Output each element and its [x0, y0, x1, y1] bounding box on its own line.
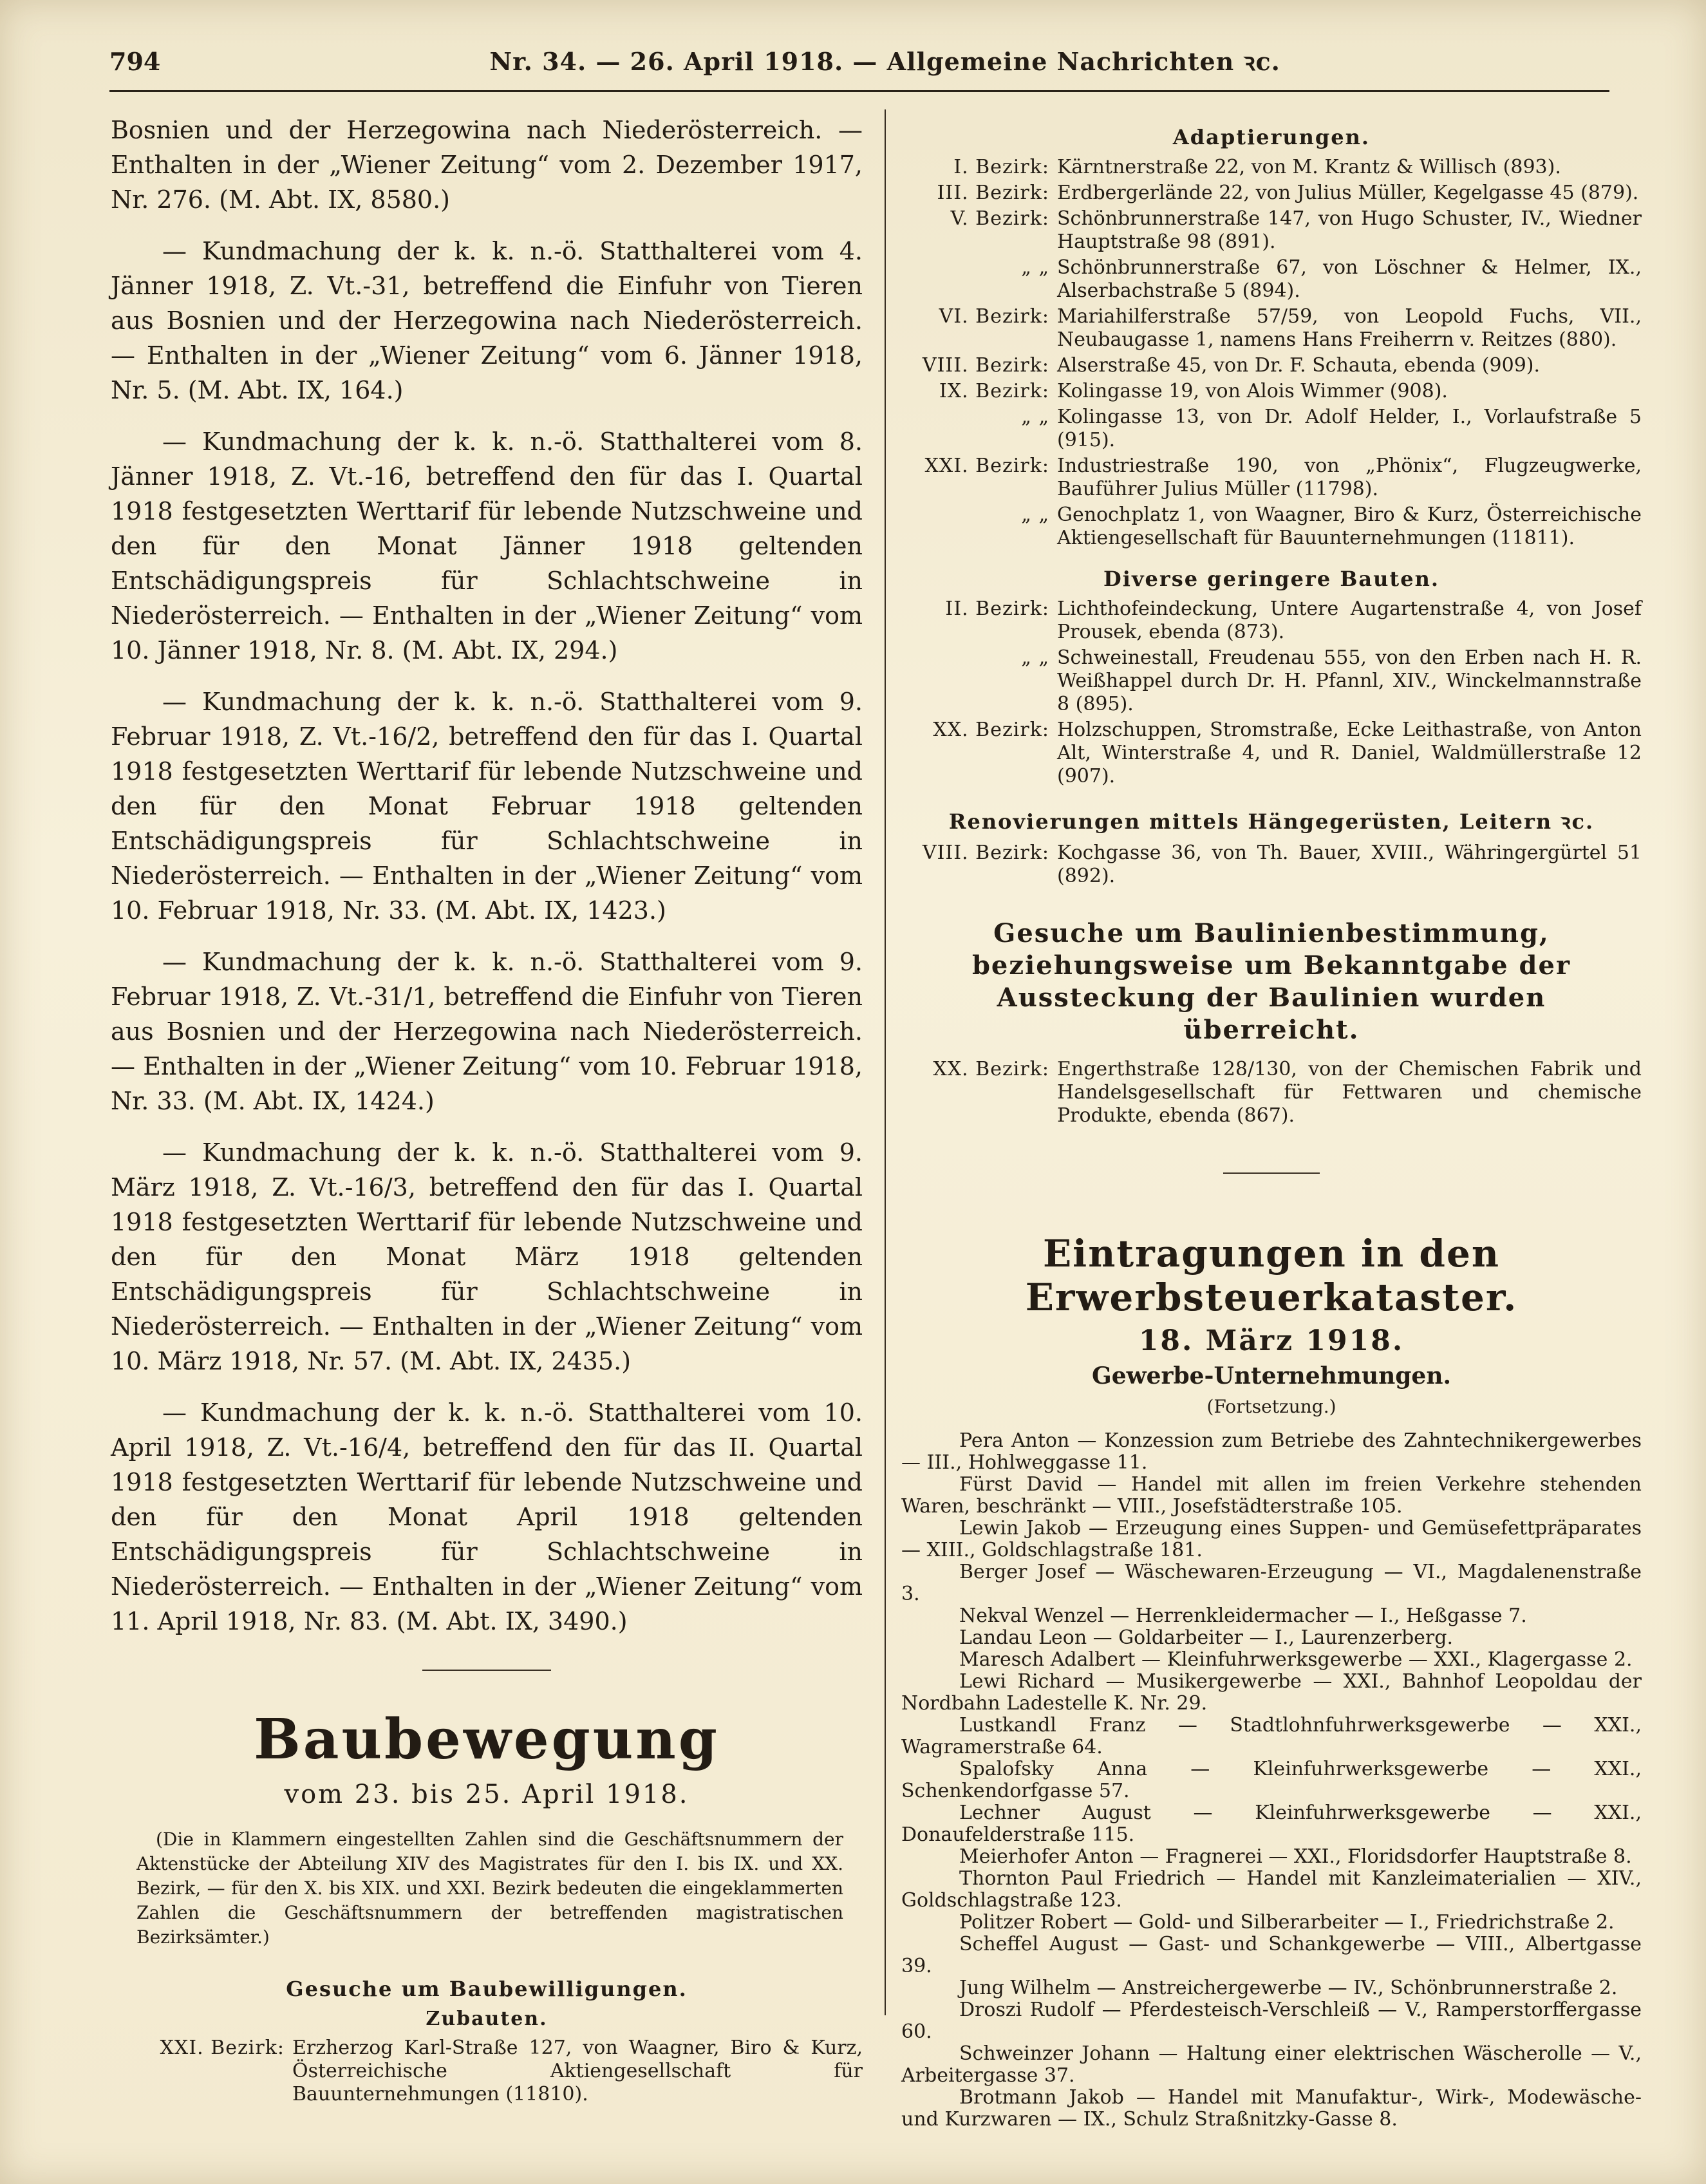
district-label: II. Bezirk:	[945, 598, 1049, 620]
district-label: VIII. Bezirk:	[922, 842, 1049, 864]
district-label: VIII. Bezirk:	[922, 354, 1049, 377]
list-item: Nekval Wenzel — Herrenkleidermacher — I., Heßgasse 7.	[959, 1605, 1527, 1627]
section-separator	[422, 1670, 551, 1671]
eintragungen-title: Eintragungen in den Erwerbsteuerkataster.	[1025, 1232, 1518, 1319]
list-item: Brotmann Jakob — Handel mit Manufaktur-, Wirk-, Modewäsche- und Kurzwaren — IX., Schulz Straßnitzky-Gasse 8.	[901, 2086, 1642, 2131]
list-item: Landau Leon — Goldarbeiter — I., Laurenzerberg.	[959, 1626, 1453, 1649]
list-item: Lewi Richard — Musikergewerbe — XXI., Bahnhof Leopoldau der Nordbahn Ladestelle K. Nr. 29.	[901, 1670, 1642, 1715]
paragraph: — Kundmachung der k. k. n.-ö. Statthalterei vom 9. Februar 1918, Z. Vt.-16/2, betreffend den für das I. Quartal 1918 festgesetzten Werttarif für lebende Nutzschweine und den für den Monat Februar 1918 geltenden Entschädigungspreis für Schlachtschweine in Niederösterreich. — Enthalten in der „Wiener Zeitung“ vom 10. Februar 1918, Nr. 33. (M. Abt. IX, 1423.)	[111, 688, 863, 925]
building-entry	[111, 2037, 863, 2106]
entry-text: Erdbergerlände 22, von Julius Müller, Kegelgasse 45 (879).	[1057, 182, 1639, 204]
list-item: Berger Josef — Wäschewaren-Erzeugung — VI., Magdalenenstraße 3.	[901, 1561, 1642, 1605]
building-entry	[901, 1058, 1642, 1127]
list-item: Maresch Adalbert — Kleinfuhrwerksgewerbe — XXI., Klagergasse 2.	[959, 1648, 1633, 1671]
building-entry	[901, 207, 1642, 254]
district-label: „ „	[1021, 504, 1049, 526]
list-item: Fürst David — Handel mit allen im freien Verkehre stehenden Waren, beschränkt — VIII., Josefstädterstraße 105.	[901, 1473, 1642, 1518]
entry-text: Kochgasse 36, von Th. Bauer, XVIII., Währingergürtel 51 (892).	[1057, 842, 1642, 887]
list-item: Politzer Robert — Gold- und Silberarbeiter — I., Friedrichstraße 2.	[959, 1911, 1615, 1934]
list-item: Schweinzer Johann — Haltung einer elektrischen Wäscherolle — V., Arbeitergasse 37.	[901, 2042, 1642, 2087]
building-entry	[901, 719, 1642, 788]
list-item: Lustkandl Franz — Stadtlohnfuhrwerksgewerbe — XXI., Wagramerstraße 64.	[901, 1714, 1642, 1758]
entry-text: Erzherzog Karl-Straße 127, von Waagner, Biro & Kurz, Österreichische Aktiengesellschaft für Bauunternehmungen (11810).	[292, 2037, 863, 2105]
entry-text: Kolingasse 19, von Alois Wimmer (908).	[1057, 380, 1448, 402]
section-title-baulinien: Gesuche um Baulinienbestimmung, beziehungsweise um Bekanntgabe der Aussteckung der Baulinien wurden überreicht.	[971, 918, 1571, 1045]
list-item: Thornton Paul Friedrich — Handel mit Kanzleimaterialien — XIV., Goldschlagstraße 123.	[901, 1867, 1642, 1912]
district-label: XXI. Bezirk:	[160, 2037, 285, 2059]
paragraph: Bosnien und der Herzegowina nach Niederösterreich. — Enthalten in der „Wiener Zeitung“ vom 2. Dezember 1917, Nr. 276. (M. Abt. IX, 8580.)	[111, 116, 863, 214]
list-item: Scheffel August — Gast- und Schankgewerbe — VIII., Albertgasse 39.	[901, 1933, 1642, 1977]
building-entry	[901, 646, 1642, 716]
entry-text: Genochplatz 1, von Waagner, Biro & Kurz, Österreichische Aktiengesellschaft für Bauunternehmungen (11811).	[1057, 504, 1642, 549]
entry-text: Mariahilferstraße 57/59, von Leopold Fuchs, VII., Neubaugasse 1, namens Hans Freiherrn v. Reitzes (880).	[1057, 305, 1642, 351]
building-entry	[901, 504, 1642, 550]
list-item: Lechner August — Kleinfuhrwerksgewerbe — XXI., Donaufelderstraße 115.	[901, 1802, 1642, 1846]
district-label: „ „	[1021, 256, 1049, 279]
entry-text: Schönbrunnerstraße 147, von Hugo Schuster, IV., Wiedner Hauptstraße 98 (891).	[1057, 207, 1642, 253]
list-item: Droszi Rudolf — Pferdesteisch-Verschleiß — V., Ramperstorffergasse 60.	[901, 1999, 1642, 2043]
district-label: XX. Bezirk:	[933, 719, 1049, 741]
right-column	[901, 116, 1642, 2131]
section-title-renovierungen: Renovierungen mittels Hängegerüsten, Leitern ꝛc.	[948, 809, 1595, 834]
baubewegung-subtitle: vom 23. bis 25. April 1918.	[284, 1780, 689, 1809]
building-entry	[901, 455, 1642, 501]
page-number: 794	[109, 46, 161, 76]
eintragungen-subtitle: Gewerbe-Unternehmungen.	[1091, 1362, 1452, 1389]
list-item: Spalofsky Anna — Kleinfuhrwerksgewerbe — XXI., Schenkendorfgasse 57.	[901, 1758, 1642, 1802]
baubewegung-title: Baubewegung	[254, 1707, 720, 1772]
list-item: Jung Wilhelm — Anstreichergewerbe — IV., Schönbrunnerstraße 2.	[959, 1977, 1618, 1999]
paragraph: — Kundmachung der k. k. n.-ö. Statthalterei vom 8. Jänner 1918, Z. Vt.-16, betreffend den für das I. Quartal 1918 festgesetzten Werttarif für lebende Nutzschweine und den für den Monat Jänner 1918 geltenden Entschädigungspreis für Schlachtschweine in Niederösterreich. — Enthalten in der „Wiener Zeitung“ vom 10. Jänner 1918, Nr. 8. (M. Abt. IX, 294.)	[111, 428, 863, 664]
district-label: V. Bezirk:	[950, 207, 1049, 230]
paragraph: — Kundmachung der k. k. n.-ö. Statthalterei vom 10. April 1918, Z. Vt.-16/4, betreffend den für das II. Quartal 1918 festgesetzten Werttarif für lebende Nutzschweine und den für den Monat April 1918 geltenden Entschädigungspreis für Schlachtschweine in Niederösterreich. — Enthalten in der „Wiener Zeitung“ vom 11. April 1918, Nr. 83. (M. Abt. IX, 3490.)	[111, 1398, 863, 1635]
district-label: XXI. Bezirk:	[924, 455, 1049, 477]
paragraph: — Kundmachung der k. k. n.-ö. Statthalterei vom 9. März 1918, Z. Vt.-16/3, betreffend den für das I. Quartal 1918 festgesetzten Werttarif für lebende Nutzschweine und den für den Monat März 1918 geltenden Entschädigungspreis für Schlachtschweine in Niederösterreich. — Enthalten in der „Wiener Zeitung“ vom 10. März 1918, Nr. 57. (M. Abt. IX, 2435.)	[111, 1138, 863, 1375]
entry-text: Alserstraße 45, von Dr. F. Schauta, ebenda (909).	[1057, 354, 1541, 377]
building-entry	[901, 842, 1642, 888]
building-entry	[901, 305, 1642, 352]
left-column	[111, 113, 863, 2109]
baubewegung-note: (Die in Klammern eingestellten Zahlen sind die Geschäftsnummern der Aktenstücke der Abteilung XIV des Magistrates für den I. bis IX. und XX. Bezirk, — für den X. bis XIX. und XXI. Bezirk bedeuten die eingeklammerten Zahlen die Geschäftsnummern der betreffenden magistratischen Bezirksämter.)	[136, 1829, 843, 1948]
building-entry	[901, 182, 1642, 205]
district-label: VI. Bezirk:	[939, 305, 1049, 328]
header-rule	[109, 90, 1609, 92]
building-entry	[901, 354, 1642, 377]
subsection-title: Zubauten.	[426, 2008, 548, 2030]
list-item: Meierhofer Anton — Fragnerei — XXI., Floridsdorfer Hauptstraße 8.	[959, 1845, 1632, 1868]
eintragungen-date: 18. März 1918.	[1138, 1324, 1405, 1357]
section-title: Gesuche um Baubewilligungen.	[286, 1977, 688, 2001]
district-label: „ „	[1021, 406, 1049, 428]
section-separator	[1223, 1172, 1320, 1174]
building-entry	[901, 598, 1642, 644]
district-label: III. Bezirk:	[937, 182, 1049, 204]
running-title: Nr. 34. — 26. April 1918. — Allgemeine Nachrichten ꝛc.	[489, 47, 1280, 76]
district-label: IX. Bezirk:	[939, 380, 1049, 402]
section-title-adaptierungen: Adaptierungen.	[1172, 125, 1371, 149]
list-item: Lewin Jakob — Erzeugung eines Suppen- und Gemüsefettpräparates — XIII., Goldschlagstraße 181.	[901, 1517, 1642, 1561]
entry-text: Kolingasse 13, von Dr. Adolf Helder, I., Vorlaufstraße 5 (915).	[1057, 406, 1642, 451]
building-entry	[901, 256, 1642, 303]
paragraph: — Kundmachung der k. k. n.-ö. Statthalterei vom 9. Februar 1918, Z. Vt.-31/1, betreffend die Einfuhr von Tieren aus Bosnien und der Herzegowina nach Niederösterreich. — Enthalten in der „Wiener Zeitung“ vom 10. Februar 1918, Nr. 33. (M. Abt. IX, 1424.)	[111, 948, 863, 1115]
entry-text: Industriestraße 190, von „Phönix“, Flugzeugwerke, Bauführer Julius Müller (11798).	[1057, 455, 1642, 500]
entry-text: Holzschuppen, Stromstraße, Ecke Leithastraße, von Anton Alt, Winterstraße 4, und R. Daniel, Waldmüllerstraße 12 (907).	[1057, 719, 1642, 787]
building-entry	[901, 380, 1642, 403]
entry-text: Lichthofeindeckung, Untere Augartenstraße 4, von Josef Prousek, ebenda (873).	[1057, 598, 1642, 643]
district-label: „ „	[1021, 646, 1049, 669]
section-title-diverse: Diverse geringere Bauten.	[1103, 567, 1439, 591]
paragraph: — Kundmachung der k. k. n.-ö. Statthalterei vom 4. Jänner 1918, Z. Vt.-31, betreffend die Einfuhr von Tieren aus Bosnien und der Herzegowina nach Niederösterreich. — Enthalten in der „Wiener Zeitung“ vom 6. Jänner 1918, Nr. 5. (M. Abt. IX, 164.)	[111, 237, 863, 404]
entry-text: Schweinestall, Freudenau 555, von den Erben nach H. R. Weißhappel durch Dr. H. Pfannl, XIV., Winckelmannstraße 8 (895).	[1057, 646, 1642, 715]
building-entry	[901, 406, 1642, 452]
building-entry	[901, 156, 1642, 179]
entry-text: Engerthstraße 128/130, von der Chemischen Fabrik und Handelsgesellschaft für Fettwaren und chemische Produkte, ebenda (867).	[1057, 1058, 1642, 1127]
list-item: Pera Anton — Konzession zum Betriebe des Zahntechnikergewerbes — III., Hohlweggasse 11.	[901, 1429, 1642, 1474]
entry-text: Schönbrunnerstraße 67, von Löschner & Helmer, IX., Alserbachstraße 5 (894).	[1057, 256, 1642, 302]
entry-text: Kärntnerstraße 22, von M. Krantz & Willisch (893).	[1057, 156, 1561, 178]
column-divider	[885, 109, 886, 2015]
district-label: I. Bezirk:	[953, 156, 1049, 178]
continuation-note: (Fortsetzung.)	[1206, 1396, 1336, 1417]
page-header	[109, 39, 1609, 84]
district-label: XX. Bezirk:	[933, 1058, 1049, 1080]
